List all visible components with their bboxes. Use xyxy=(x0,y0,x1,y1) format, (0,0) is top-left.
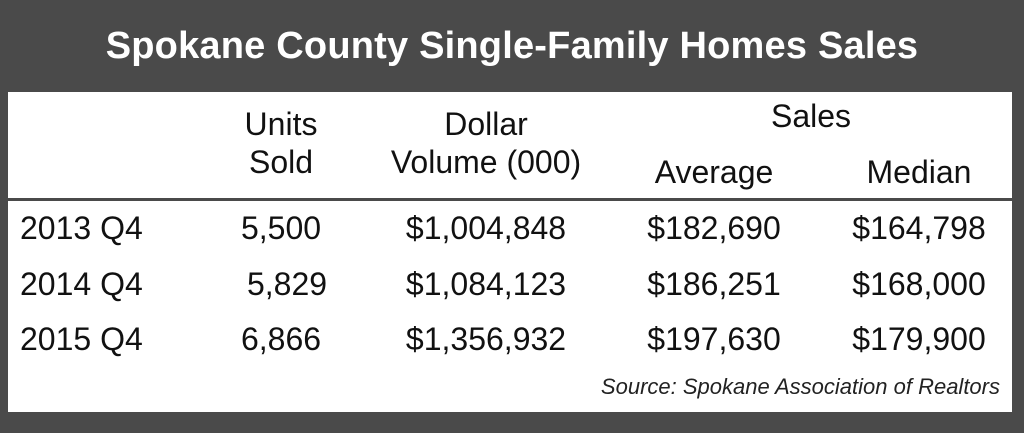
row-2-dollar-volume: $1,084,123 xyxy=(405,266,567,302)
header-units-line2: Sold xyxy=(248,144,314,180)
table-panel xyxy=(8,92,1012,412)
row-3-dollar-volume: $1,356,932 xyxy=(405,321,567,357)
row-1-units: 5,500 xyxy=(240,210,322,246)
row-2-units: 5,829 xyxy=(246,266,328,302)
header-median: Median xyxy=(866,154,972,190)
header-units-line1: Units xyxy=(244,106,318,142)
row-3-period: 2015 Q4 xyxy=(20,321,143,357)
row-1-median: $164,798 xyxy=(852,210,986,246)
header-dollar-line2: Volume (000) xyxy=(390,144,582,180)
source-note: Source: Spokane Association of Realtors xyxy=(600,374,1000,399)
header-average: Average xyxy=(654,154,774,190)
row-2-median: $168,000 xyxy=(852,266,986,302)
row-1-dollar-volume: $1,004,848 xyxy=(405,210,567,246)
header-sales-group: Sales xyxy=(770,98,852,134)
row-2-period: 2014 Q4 xyxy=(20,266,143,302)
row-3-median: $179,900 xyxy=(852,321,986,357)
row-3-average: $197,630 xyxy=(647,321,781,357)
row-1-period: 2013 Q4 xyxy=(20,210,143,246)
header-divider xyxy=(8,198,1012,201)
row-1-average: $182,690 xyxy=(647,210,781,246)
table-title: Spokane County Single-Family Homes Sales xyxy=(105,24,919,67)
header-dollar-line1: Dollar xyxy=(444,106,528,142)
row-3-units: 6,866 xyxy=(240,321,322,357)
row-2-average: $186,251 xyxy=(647,266,781,302)
